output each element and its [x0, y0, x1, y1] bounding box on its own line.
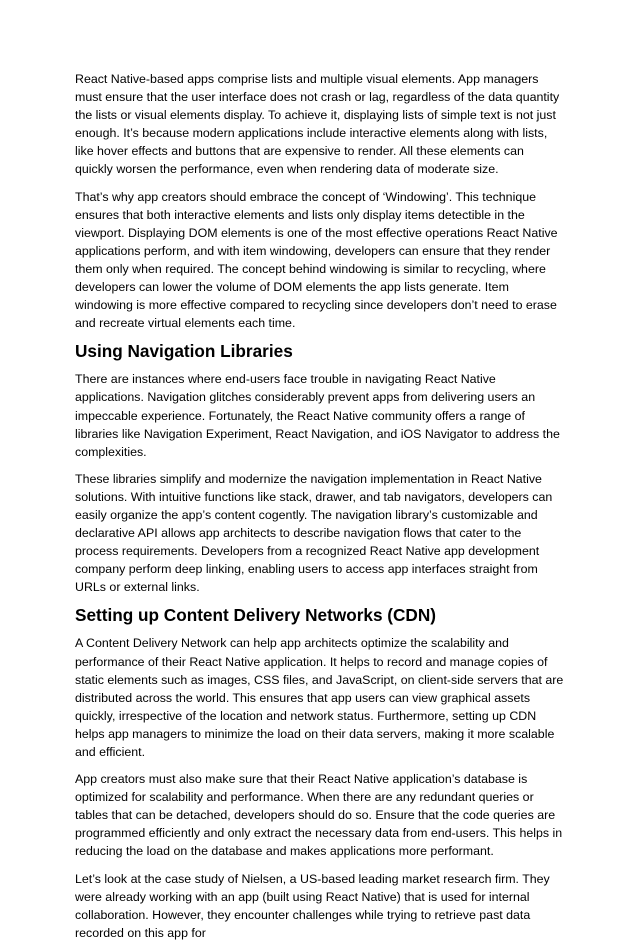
paragraph-cdn-2: App creators must also make sure that their React Native application’s database is optimized for scalability and performance. When there are any redundant queries or tables that can be detached, developers should do so. Ensure that the code queries are programmed efficiently and only extract the necessary data from end-users. This helps in reducing the load on the database and makes applications more performant. — [75, 772, 563, 859]
paragraph-navigation-2: These libraries simplify and modernize the navigation implementation in React Native solutions. With intuitive functions like stack, drawer, and tab navigators, developers can easily organize the app’s content cogently. The navigation library’s customizable and declarative API allows app architects to describe navigation flows that cater to the process requirements. Developers from a recognized React Native app development company perform deep linking, enabling users to access app interfaces straight from URLs or external links. — [75, 471, 553, 595]
paragraph-intro-2: That’s why app creators should embrace the concept of ‘Windowing’. This technique ensures that both interactive elements and lists only display items detectible in the viewport. Displaying DOM elements is one of the most effective operations React Native applications perform, and with item windowing, developers can ensure that they render them only when required. The concept behind windowing is similar to recycling, where developers can lower the volume of DOM elements the app lists generate. Item windowing is more effective compared to recycling since developers don’t need to erase and recreate virtual elements each time. — [75, 189, 558, 331]
document-page — [75, 70, 565, 951]
paragraph-intro-1: React Native-based apps comprise lists and multiple visual elements. App managers must ensure that the user interface does not crash or lag, regardless of the data quantity the lists or visual elements display. To achieve it, displaying lists of simple text is not just enough. It’s because modern applications include interactive elements along with lists, like hover effects and buttons that are expensive to render. All these elements can quickly worsen the performance, even when rendering data of moderate size. — [75, 72, 560, 177]
heading-cdn: Setting up Content Delivery Networks (CDN) — [75, 605, 436, 626]
heading-navigation-libraries: Using Navigation Libraries — [75, 341, 293, 362]
paragraph-cdn-3: Let’s look at the case study of Nielsen, a US-based leading market research firm. They were already working with an app (built using React Native) that is used for internal collaboration. However, they encounter challenges while trying to retrieve past data recorded on this app for — [75, 871, 550, 940]
paragraph-cdn-1: A Content Delivery Network can help app architects optimize the scalability and performance of their React Native application. It helps to record and manage copies of static elements such as images, CSS files, and JavaScript, on client-side servers that are distributed across the world. This ensures that app users can view graphical assets quickly, irrespective of the location and network status. Furthermore, setting up CDN helps app managers to minimize the load on their data servers, making it more scalable and efficient. — [75, 636, 564, 759]
paragraph-navigation-1: There are instances where end-users face trouble in navigating React Native applications. Navigation glitches considerably prevent apps from delivering users an impeccable experience. Fortunately, the React Native community offers a range of libraries like Navigation Experiment, React Navigation, and iOS Navigator to address the complexities. — [75, 372, 560, 459]
